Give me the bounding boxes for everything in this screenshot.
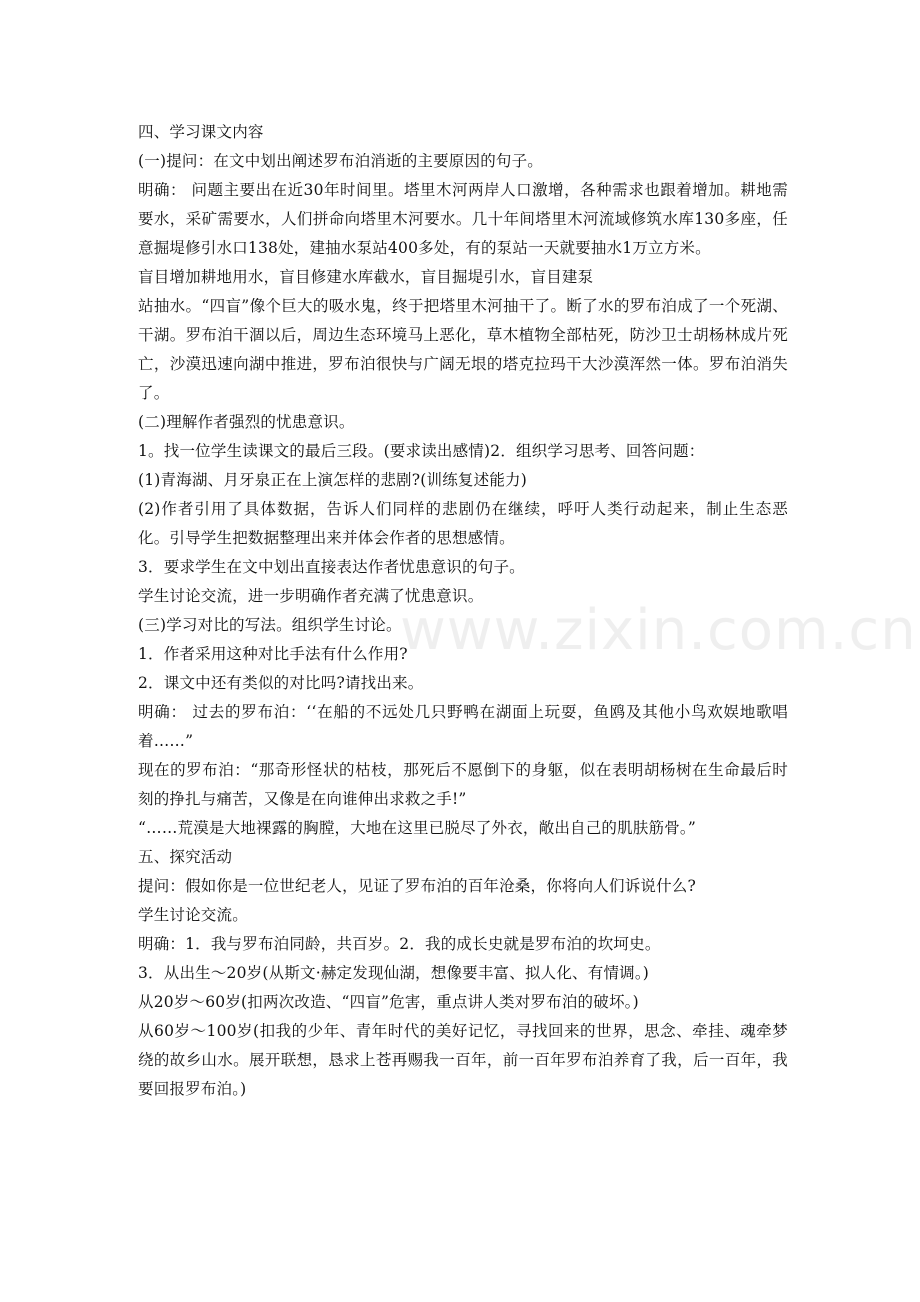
question-contrast-1: 1．作者采用这种对比手法有什么作用? — [138, 645, 408, 663]
task-3: 3．要求学生在文中划出直接表达作者忧患意识的句子。 — [138, 558, 525, 576]
discussion-line-2: 学生讨论交流。 — [138, 906, 248, 924]
subsection-3-heading: (三)学习对比的写法。组织学生讨论。 — [138, 616, 402, 634]
quote-desert: “……荒漠是大地裸露的胸膛，大地在这里已脱尽了外衣，敞出自己的肌肤筋骨。” — [138, 819, 697, 837]
question-1: (一)提问：在文中划出阐述罗布泊消逝的主要原因的句子。 — [138, 152, 543, 170]
question-old-man: 提问：假如你是一位世纪老人，见证了罗布泊的百年沧桑，你将向人们诉说什么? — [138, 877, 697, 895]
watermark: www.zixin.com.cn — [400, 598, 917, 663]
answer-past-lake: 明确： 过去的罗布泊：‘‘在船的不远处几只野鸭在湖面上玩耍，鱼鸥及其他小鸟欢娱地歌唱着……” — [138, 703, 788, 750]
discussion-line: 学生讨论交流，进一步明确作者充满了忧患意识。 — [138, 587, 484, 605]
answer-paragraph-1: 明确： 问题主要出在近30年时间里。塔里木河两岸人口激增，各种需求也跟着增加。耕地需要水，采矿需要水，人们拼命向塔里木河要水。几十年间塔里木河流域修筑水库130多座，任意掘堤修引水口138处，建抽水泵站400多处，有的泵站一天就要抽水1万立方米。 — [138, 181, 788, 257]
stage-birth-20: 3．从出生～20岁(从斯文·赫定发现仙湖，想像要丰富、拟人化、有情调。) — [138, 964, 650, 982]
question-contrast-2: 2．课文中还有类似的对比吗?请找出来。 — [138, 674, 424, 692]
task-1: 1。找一位学生读课文的最后三段。(要求读出感情)2．组织学习思考、回答问题： — [138, 442, 705, 460]
answer-age-line: 明确：1．我与罗布泊同龄，共百岁。2．我的成长史就是罗布泊的坎坷史。 — [138, 935, 661, 953]
answer-paragraph-2: 站抽水。“四盲”像个巨大的吸水鬼，终于把塔里木河抽干了。断了水的罗布泊成了一个死湖、干湖。罗布泊干涸以后，周边生态环境马上恶化，草木植物全部枯死，防沙卫士胡杨林成片死亡，沙漠迅速向湖中推进，罗布泊很快与广阔无垠的塔克拉玛干大沙漠浑然一体。罗布泊消失了。 — [138, 297, 788, 402]
stage-20-60: 从20岁～60岁(扣两次改造、“四盲”危害，重点讲人类对罗布泊的破坏。) — [138, 993, 639, 1011]
answer-data-paragraph: (2)作者引用了具体数据，告诉人们同样的悲剧仍在继续，呼吁人类行动起来，制止生态恶化。引导学生把数据整理出来并体会作者的思想感情。 — [138, 500, 788, 547]
answer-line-blind: 盲目增加耕地用水，盲目修建水库截水，盲目掘堤引水，盲目建泵 — [138, 268, 594, 286]
subsection-2-heading: (二)理解作者强烈的忧患意识。 — [138, 413, 355, 431]
section-heading-5: 五、探究活动 — [138, 848, 233, 866]
question-qinghai: (1)青海湖、月牙泉正在上演怎样的悲剧?(训练复述能力) — [138, 471, 527, 489]
stage-60-100: 从60岁～100岁(扣我的少年、青年时代的美好记忆，寻找回来的世界，思念、牵挂、魂牵梦绕的故乡山水。展开联想，恳求上苍再赐我一百年，前一百年罗布泊养育了我，后一百年，我要回报罗布泊。) — [138, 1022, 788, 1098]
document-body — [138, 118, 788, 1104]
answer-present-lake: 现在的罗布泊：“那奇形怪状的枯枝，那死后不愿倒下的身躯，似在表明胡杨树在生命最后时刻的挣扎与痛苦，又像是在向谁伸出求救之手!” — [138, 761, 788, 808]
section-heading-4: 四、学习课文内容 — [138, 123, 264, 141]
